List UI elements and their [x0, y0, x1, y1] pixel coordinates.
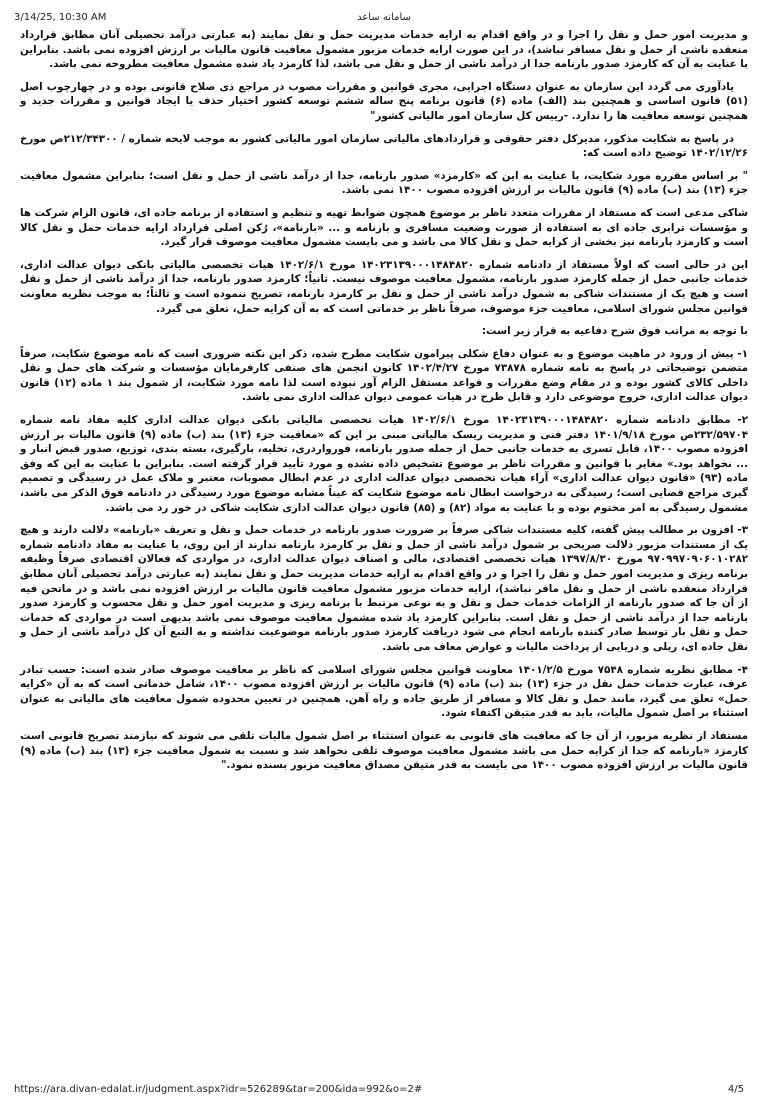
page-url: https://ara.divan-edalat.ir/judgment.aspx?idr=526289&tar=200&ida=992&o=2#	[14, 1084, 423, 1095]
paragraph-reminder: یادآوری می گردد این سازمان به عنوان دستگاه اجرایی، مجری قوانین و مقررات مصوب در مراجع ذی صلاح قانونی بوده و در چهارچوب اصل (۵۱) قانون اساسی و همچنین بند (الف) ماده (۶) قانون برنامه پنج ساله ششم توسعه کشور اختیار حذف یا ایجاد قوانین و مقررات جدید و همچنین توسعه معافیت ها را ندارد. -رییس کل سازمان امور مالیاتی کشور"	[20, 80, 748, 122]
paragraph-conclusion: مستفاد از نظریه مزبور، از آن جا که معافیت های قانونی به عنوان استثناء بر اصل شمول مالیات تلقی می شوند که نیازمند تصریح قانونی است کارمزد «بارنامه که جدا از کرایه حمل می باشد مشمول معافیت موصوف تلقی نخواهد شد و نسبت به شمول معافیت جزء (۱۳) بند (ب) ماده (۹) قانون مالیات بر ارزش افزوده مصوب ۱۴۰۰ می بایست به قدر متیقن مصداق معافیت مزبور بسنده نمود."	[20, 729, 748, 772]
judgment-body	[20, 28, 748, 781]
print-datetime: 3/14/25, 10:30 AM	[14, 12, 107, 23]
site-title: سامانه ساعد	[357, 12, 411, 23]
paragraph-point-2: ۲- مطابق دادنامه شماره ۱۴۰۲۳۱۳۹۰۰۰۱۴۸۴۸۲۰ مورخ ۱۴۰۲/۶/۱ هیات تخصصی مالیاتی بانکی دیوان عدالت اداری کلیه مفاد نامه شماره ۲۳۲/۵۹۷۰۴ص مورخ ۱۴۰۱/۹/۱۸ دفتر فنی و مدیریت ریسک مالیاتی مبنی بر این که «معافیت جزء (۱۳) بند (ب) ماده (۹) قانون مالیات بر ارزش افزوده مصوب ۱۴۰۰، قابل تسری به خدمات جانبی حمل از جمله صدور بارنامه، فورواردری، تخلیه، بارگیری، بسته بندی، توزیع، صدور قبض انبار و ... نخواهد بود.» مغایر با قوانین و مقررات ناظر بر موضوع تشخیص داده نشده و مورد تأیید قرار گرفته است. بنابراین با عنایت به این که وفق ماده (۹۳) «قانون دیوان عدالت اداری» آراء هیات تخصصی دیوان عدالت اداری در عدم ابطال مصوبات، معتبر و ملاک عمل در رسیدگی و تصمیم گیری مراجع قضایی است؛ رسیدگی به درخواست ابطال نامه موضوع شکایت که عیناً مشابه موضوع مورد رسیدگی در دادنامه فوق الذکر می باشد، مشمول رسیدگی به امر مختوم بوده و با عنایت به مواد (۸۲) و (۸۵) قانون دیوان عدالت اداری شکایت شاکی در خور رد می باشد.	[20, 414, 749, 514]
paragraph-point-1: ۱- پیش از ورود در ماهیت موضوع و به عنوان دفاع شکلی پیرامون شکایت مطرح شده، ذکر این نکته ضروری است که نامه موضوع شکایت، صرفاً متضمن توضیحاتی در پاسخ به نامه شماره ۷۳۸۷۸ مورخ ۱۴۰۲/۴/۲۷ کانون انجمن های صنفی کارفرمایان مؤسسات و شرکت های حمل و نقل داخلی کالای کشور بوده و در مقام وضع مقررات و قواعد مستقل الزام آور نبوده است لذا نامه مورد شکایت، از شمول بند ۱ ماده (۱۲) قانون دیوان عدالت اداری، خروج موضوعی دارد و قابل طرح در هیات عمومی دیوان عدالت اداری نمی باشد.	[20, 347, 748, 404]
paragraph-continuation: و مدیریت امور حمل و نقل را اجرا و در واقع اقدام به ارایه خدمات مدیریت حمل و نقل نمایند (به عبارتی درآمد تحصیلی آنان مطابق قرارداد منعقده ناشی از حمل و نقل مسافر نباشد)، در این صورت ارایه خدمات مزبور مشمول معافیت قانون مالیات بر ارزش افزوده نمی باشد. بنابراین با عنایت به آن که کارمزد صدور بارنامه جدا از درآمد ناشی از حمل و نقل می باشد، لذا کارمزد یاد شده مشمول معافیت مطروحه نمی باشد.	[20, 29, 748, 71]
paragraph-defense-intro: با توجه به مراتب فوق شرح دفاعیه به قرار زیر است:	[481, 325, 748, 338]
page-number: 4/5	[727, 1084, 744, 1095]
paragraph-point-3: ۳- افزون بر مطالب پیش گفته، کلیه مستندات شاکی صرفاً بر ضرورت صدور بارنامه در خدمات حمل و نقل و تعریف «بارنامه» دلالت دارند و هیچ یک از مستندات مزبور دلالت صریحی بر شمول درآمد ناشی از حمل و نقل بر کارمزد بارنامه ندارند از این روی، با عنایت به مفاد دادنامه شماره ۹۷۰۹۹۷۰۹۰۶۰۱۰۲۸۲ مورخ ۱۳۹۷/۸/۳۰ هیات تخصصی اقتصادی، مالی و اصناف دیوان عدالت اداری، در مواردی که فعالان اقتصادی صرفاً وظیفه برنامه ریزی و مدیریت امور حمل و نقل را اجرا و در واقع اقدام به ارایه خدمات مدیریت حمل و نقل نمایند (به عبارتی درآمد تحصیلی آنان مطابق قرارداد منعقده ناشی از حمل و نقل مافر نباشد)، ارایه خدمات مزبور مشمول معافیت قانون مالیات بر ارزش افزوده نمی باشد و در ماتحن فیه از آن جا که صدور بارنامه از الزامات خدمات حمل و نقل و به نوعی مرتبط با برنامه ریزی و مدیریت امور حمل و نقل محسوب و کارمزد صدور بارنامه جدا از درآمد ناشی از حمل و نقل است. بنابراین کارمزد یاد شده مشمول معافیت موصوف نمی باشد بدیهی است در مواردی که خدمات حمل و نقل بار توسط صادر کننده بارنامه انجام می شود دریافت کارمزد صدور بارنامه موضوعیت نداشته و به التبع آن کل درآمد ناشی از حمل و نقل جاده ای، ریلی و دریایی از پرداخت مالیات و عوارض معاف می باشد.	[20, 524, 749, 653]
paragraph-quote-start: " بر اساس مقرره مورد شکایت، با عنایت به این که «کارمزد» صدور بارنامه، جدا از درآمد ناشی از حمل و نقل است؛ بنابراین مشمول معافیت جزء (۱۳) بند (ب) ماده (۹) قانون مالیات بر ارزش افزوده مصوب ۱۴۰۰ نمی باشد.	[20, 169, 748, 197]
print-footer	[0, 1072, 768, 1102]
paragraph-response-intro: در پاسخ به شکایت مذکور، مدیرکل دفتر حقوقی و قراردادهای مالیاتی سازمان امور مالیاتی کشور به موجب لایحه شماره / ۲۱۲/۳۴۳۰۰ص مورخ ۱۴۰۲/۱۲/۲۶ توضیح داده است که:	[20, 132, 748, 160]
paragraph-point-4: ۴- مطابق نظریه شماره ۷۵۴۸ مورخ ۱۴۰۱/۲/۵ معاونت قوانین مجلس شورای اسلامی که ناظر بر معافیت موصوف صادر شده است: حسب تبادر عرف، عبارت خدمات حمل نقل در جزء (۱۳) بند (ب) ماده (۹) قانون مالیات بر ارزش افزوده مصوب ۱۴۰۰، شامل خدماتی است که به آن «کرایه حمل» تعلق می گیرد، مانند حمل و نقل کالا و مسافر از طریق جاده و راه آهن. همچنین در تعیین محدوده شمول معافیت های مالیاتی به عنوان استثناء بر اصل شمول مالیات، باید به قدر متیقن اکتفاء شود.	[20, 663, 748, 720]
paragraph-counter-argument: این در حالی است که اولاً مستفاد از دادنامه شماره ۱۴۰۲۳۱۳۹۰۰۰۱۴۸۴۸۲۰ مورخ ۱۴۰۲/۶/۱ هیات تخصصی مالیاتی بانکی دیوان عدالت اداری، خدمات جانبی حمل از جمله کارمزد صدور بارنامه، مشمول معافیت موصوف نیست. ثانیاً؛ کارمزد صدور بارنامه، جدا از درآمد ناشی از حمل و نقل است و هیچ یک از مستندات شاکی به شمول درآمد ناشی از حمل و نقل بر کارمزد بارنامه، تصریح ننموده است و ثالثاً؛ به موجب نظریه معاونت قوانین مجلس شورای اسلامی، معافیت جزء موصوف، صرفاً ناظر بر خدماتی است که به آن کرایه حمل، تعلق می گیرد.	[20, 258, 749, 315]
paragraph-plaintiff-claim: شاکی مدعی است که مستفاد از مقررات متعدد ناظر بر موضوع همچون ضوابط تهیه و تنظیم و استفاده از برنامه جاده ای، قانون الزام شرکت ها و مؤسسات ترابری جاده ای به استفاده از صورت وضعیت مسافری و بارنامه و ... «بارنامه»، رُکن اصلی قرارداد ارایه خدمات حمل و نقل کالا است و کارمزد بارنامه نیز بخشی از کرایه حمل و نقل کالا می باشد و می بایست مشمول معافیت موصوف قرار گیرد.	[20, 206, 748, 249]
